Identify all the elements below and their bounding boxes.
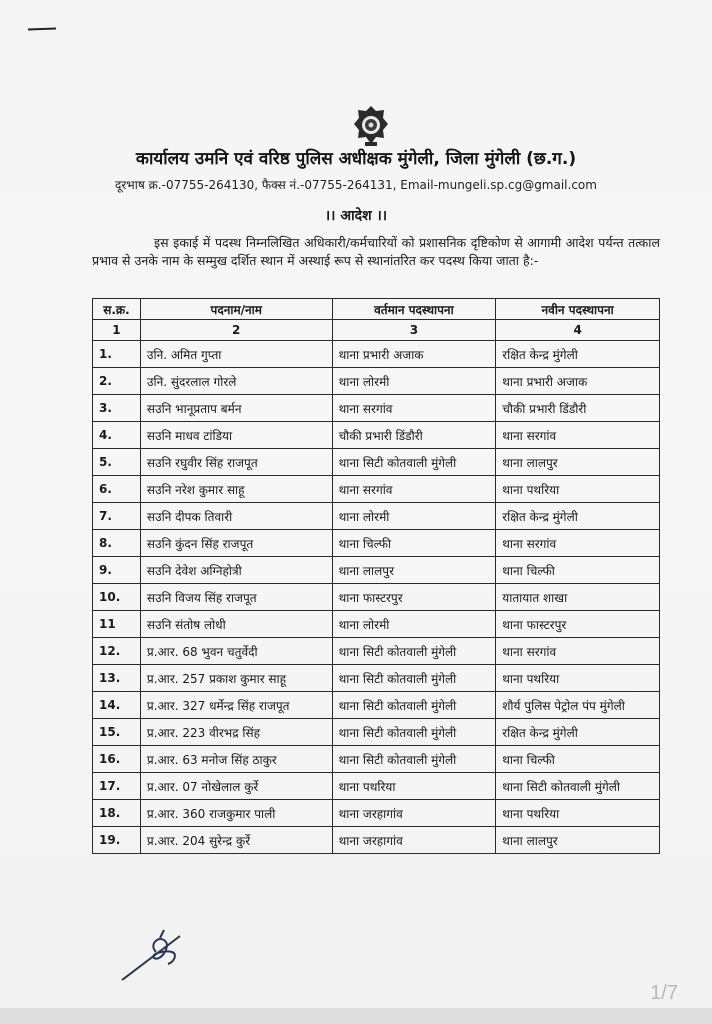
name-cell: सउनि संतोष लोधी: [140, 611, 332, 638]
new-posting-cell: शौर्य पुलिस पेट्रोल पंप मुंगेली: [496, 692, 660, 719]
serial-cell: 12.: [93, 638, 141, 665]
current-posting-cell: थाना सिटी कोतवाली मुंगेली: [332, 719, 496, 746]
current-posting-cell: थाना सिटी कोतवाली मुंगेली: [332, 449, 496, 476]
name-cell: प्र.आर. 07 नोखेलाल कुर्रे: [140, 773, 332, 800]
current-posting-cell: थाना फास्टरपुर: [332, 584, 496, 611]
name-cell: प्र.आर. 68 भुवन चतुर्वेदी: [140, 638, 332, 665]
header-new-posting: नवीन पदस्थापना: [496, 299, 660, 320]
current-posting-cell: थाना सिटी कोतवाली मुंगेली: [332, 665, 496, 692]
header-serial: स.क्र.: [93, 299, 141, 320]
column-number: 1: [93, 320, 141, 341]
name-cell: सउनि नरेश कुमार साहू: [140, 476, 332, 503]
table-row: [93, 476, 660, 503]
serial-cell: 2.: [93, 368, 141, 395]
new-posting-cell: थाना पथरिया: [496, 800, 660, 827]
viewer-bottom-bar: [0, 1008, 712, 1024]
serial-cell: 16.: [93, 746, 141, 773]
new-posting-cell: यातायात शाखा: [496, 584, 660, 611]
current-posting-cell: थाना लोरमी: [332, 368, 496, 395]
column-number-row: [93, 320, 660, 341]
new-posting-cell: थाना पथरिया: [496, 476, 660, 503]
serial-cell: 17.: [93, 773, 141, 800]
current-posting-cell: थाना जरहागांव: [332, 827, 496, 854]
table-row: [93, 503, 660, 530]
header-name: पदनाम/नाम: [140, 299, 332, 320]
new-posting-cell: थाना लालपुर: [496, 449, 660, 476]
header-current-posting: वर्तमान पदस्थापना: [332, 299, 496, 320]
table-row: [93, 341, 660, 368]
table-row: [93, 584, 660, 611]
name-cell: सउनि भानूप्रताप बर्मन: [140, 395, 332, 422]
order-intro: इस इकाई में पदस्थ निम्नलिखित अधिकारी/कर्मचारियों को प्रशासनिक दृष्टिकोण से आगामी आदेश पर्यन्त तत्काल प्रभाव से उनके नाम के सम्मुख दर्शित स्थान में अस्थाई रूप से स्थानांतरित कर पदस्थ किया जाता है:-: [92, 235, 660, 268]
new-posting-cell: थाना सरगांव: [496, 638, 660, 665]
serial-cell: 1.: [93, 341, 141, 368]
new-posting-cell: थाना सिटी कोतवाली मुंगेली: [496, 773, 660, 800]
table-row: [93, 638, 660, 665]
table-row: [93, 665, 660, 692]
signature: [120, 922, 210, 982]
current-posting-cell: थाना लोरमी: [332, 503, 496, 530]
new-posting-cell: रक्षित केन्द्र मुंगेली: [496, 719, 660, 746]
new-posting-cell: थाना सरगांव: [496, 530, 660, 557]
current-posting-cell: थाना पथरिया: [332, 773, 496, 800]
serial-cell: 3.: [93, 395, 141, 422]
column-number: 3: [332, 320, 496, 341]
table-row: [93, 719, 660, 746]
current-posting-cell: थाना प्रभारी अजाक: [332, 341, 496, 368]
name-cell: प्र.आर. 223 वीरभद्र सिंह: [140, 719, 332, 746]
serial-cell: 4.: [93, 422, 141, 449]
serial-cell: 6.: [93, 476, 141, 503]
name-cell: प्र.आर. 360 राजकुमार पाली: [140, 800, 332, 827]
new-posting-cell: थाना लालपुर: [496, 827, 660, 854]
serial-cell: 9.: [93, 557, 141, 584]
serial-cell: 13.: [93, 665, 141, 692]
current-posting-cell: थाना सिटी कोतवाली मुंगेली: [332, 746, 496, 773]
table-row: [93, 395, 660, 422]
new-posting-cell: थाना चिल्फी: [496, 746, 660, 773]
name-cell: सउनि विजय सिंह राजपूत: [140, 584, 332, 611]
serial-cell: 15.: [93, 719, 141, 746]
name-cell: उनि. सुंदरलाल गोरले: [140, 368, 332, 395]
current-posting-cell: थाना सिटी कोतवाली मुंगेली: [332, 638, 496, 665]
new-posting-cell: थाना फास्टरपुर: [496, 611, 660, 638]
current-posting-cell: थाना सरगांव: [332, 476, 496, 503]
current-posting-cell: थाना चिल्फी: [332, 530, 496, 557]
serial-cell: 14.: [93, 692, 141, 719]
current-posting-cell: थाना लोरमी: [332, 611, 496, 638]
new-posting-cell: रक्षित केन्द्र मुंगेली: [496, 341, 660, 368]
contact-line: दूरभाष क्र.-07755-264130, फैक्स नं.-07755-264131, Email-mungeli.sp.cg@gmail.com: [115, 178, 597, 192]
serial-cell: 7.: [93, 503, 141, 530]
name-cell: प्र.आर. 327 धर्मेन्द्र सिंह राजपूत: [140, 692, 332, 719]
current-posting-cell: थाना लालपुर: [332, 557, 496, 584]
name-cell: सउनि कुंदन सिंह राजपूत: [140, 530, 332, 557]
name-cell: सउनि रघुवीर सिंह राजपूत: [140, 449, 332, 476]
new-posting-cell: थाना प्रभारी अजाक: [496, 368, 660, 395]
name-cell: सउनि माधव टांडिया: [140, 422, 332, 449]
page-indicator: 1/7: [650, 982, 678, 1004]
column-number: 4: [496, 320, 660, 341]
name-cell: प्र.आर. 204 सुरेन्द्र कुर्रे: [140, 827, 332, 854]
current-posting-cell: थाना सरगांव: [332, 395, 496, 422]
serial-cell: 10.: [93, 584, 141, 611]
column-number: 2: [140, 320, 332, 341]
table-row: [93, 449, 660, 476]
serial-cell: 19.: [93, 827, 141, 854]
transfer-table: [92, 298, 660, 854]
name-cell: सउनि दीपक तिवारी: [140, 503, 332, 530]
new-posting-cell: थाना चिल्फी: [496, 557, 660, 584]
table-row: [93, 773, 660, 800]
current-posting-cell: चौकी प्रभारी डिंडौरी: [332, 422, 496, 449]
new-posting-cell: रक्षित केन्द्र मुंगेली: [496, 503, 660, 530]
serial-cell: 11: [93, 611, 141, 638]
current-posting-cell: थाना सिटी कोतवाली मुंगेली: [332, 692, 496, 719]
table-row: [93, 368, 660, 395]
new-posting-cell: थाना सरगांव: [496, 422, 660, 449]
name-cell: उनि. अमित गुप्ता: [140, 341, 332, 368]
office-title: कार्यालय उमनि एवं वरिष्ठ पुलिस अधीक्षक मुंगेली, जिला मुंगेली (छ.ग.): [135, 149, 577, 169]
table-row: [93, 800, 660, 827]
pen-mark: [28, 28, 56, 31]
table-row: [93, 746, 660, 773]
name-cell: प्र.आर. 63 मनोज सिंह ठाकुर: [140, 746, 332, 773]
current-posting-cell: थाना जरहागांव: [332, 800, 496, 827]
table-row: [93, 827, 660, 854]
table-row: [93, 530, 660, 557]
serial-cell: 5.: [93, 449, 141, 476]
table-row: [93, 557, 660, 584]
name-cell: प्र.आर. 257 प्रकाश कुमार साहू: [140, 665, 332, 692]
new-posting-cell: चौकी प्रभारी डिंडौरी: [496, 395, 660, 422]
name-cell: सउनि देवेश अग्निहोत्री: [140, 557, 332, 584]
table-row: [93, 692, 660, 719]
table-row: [93, 611, 660, 638]
order-heading: ।। आदेश ।।: [324, 208, 388, 224]
serial-cell: 8.: [93, 530, 141, 557]
table-row: [93, 422, 660, 449]
serial-cell: 18.: [93, 800, 141, 827]
table-header-row: [93, 299, 660, 320]
police-emblem-icon: [352, 104, 390, 148]
new-posting-cell: थाना पथरिया: [496, 665, 660, 692]
